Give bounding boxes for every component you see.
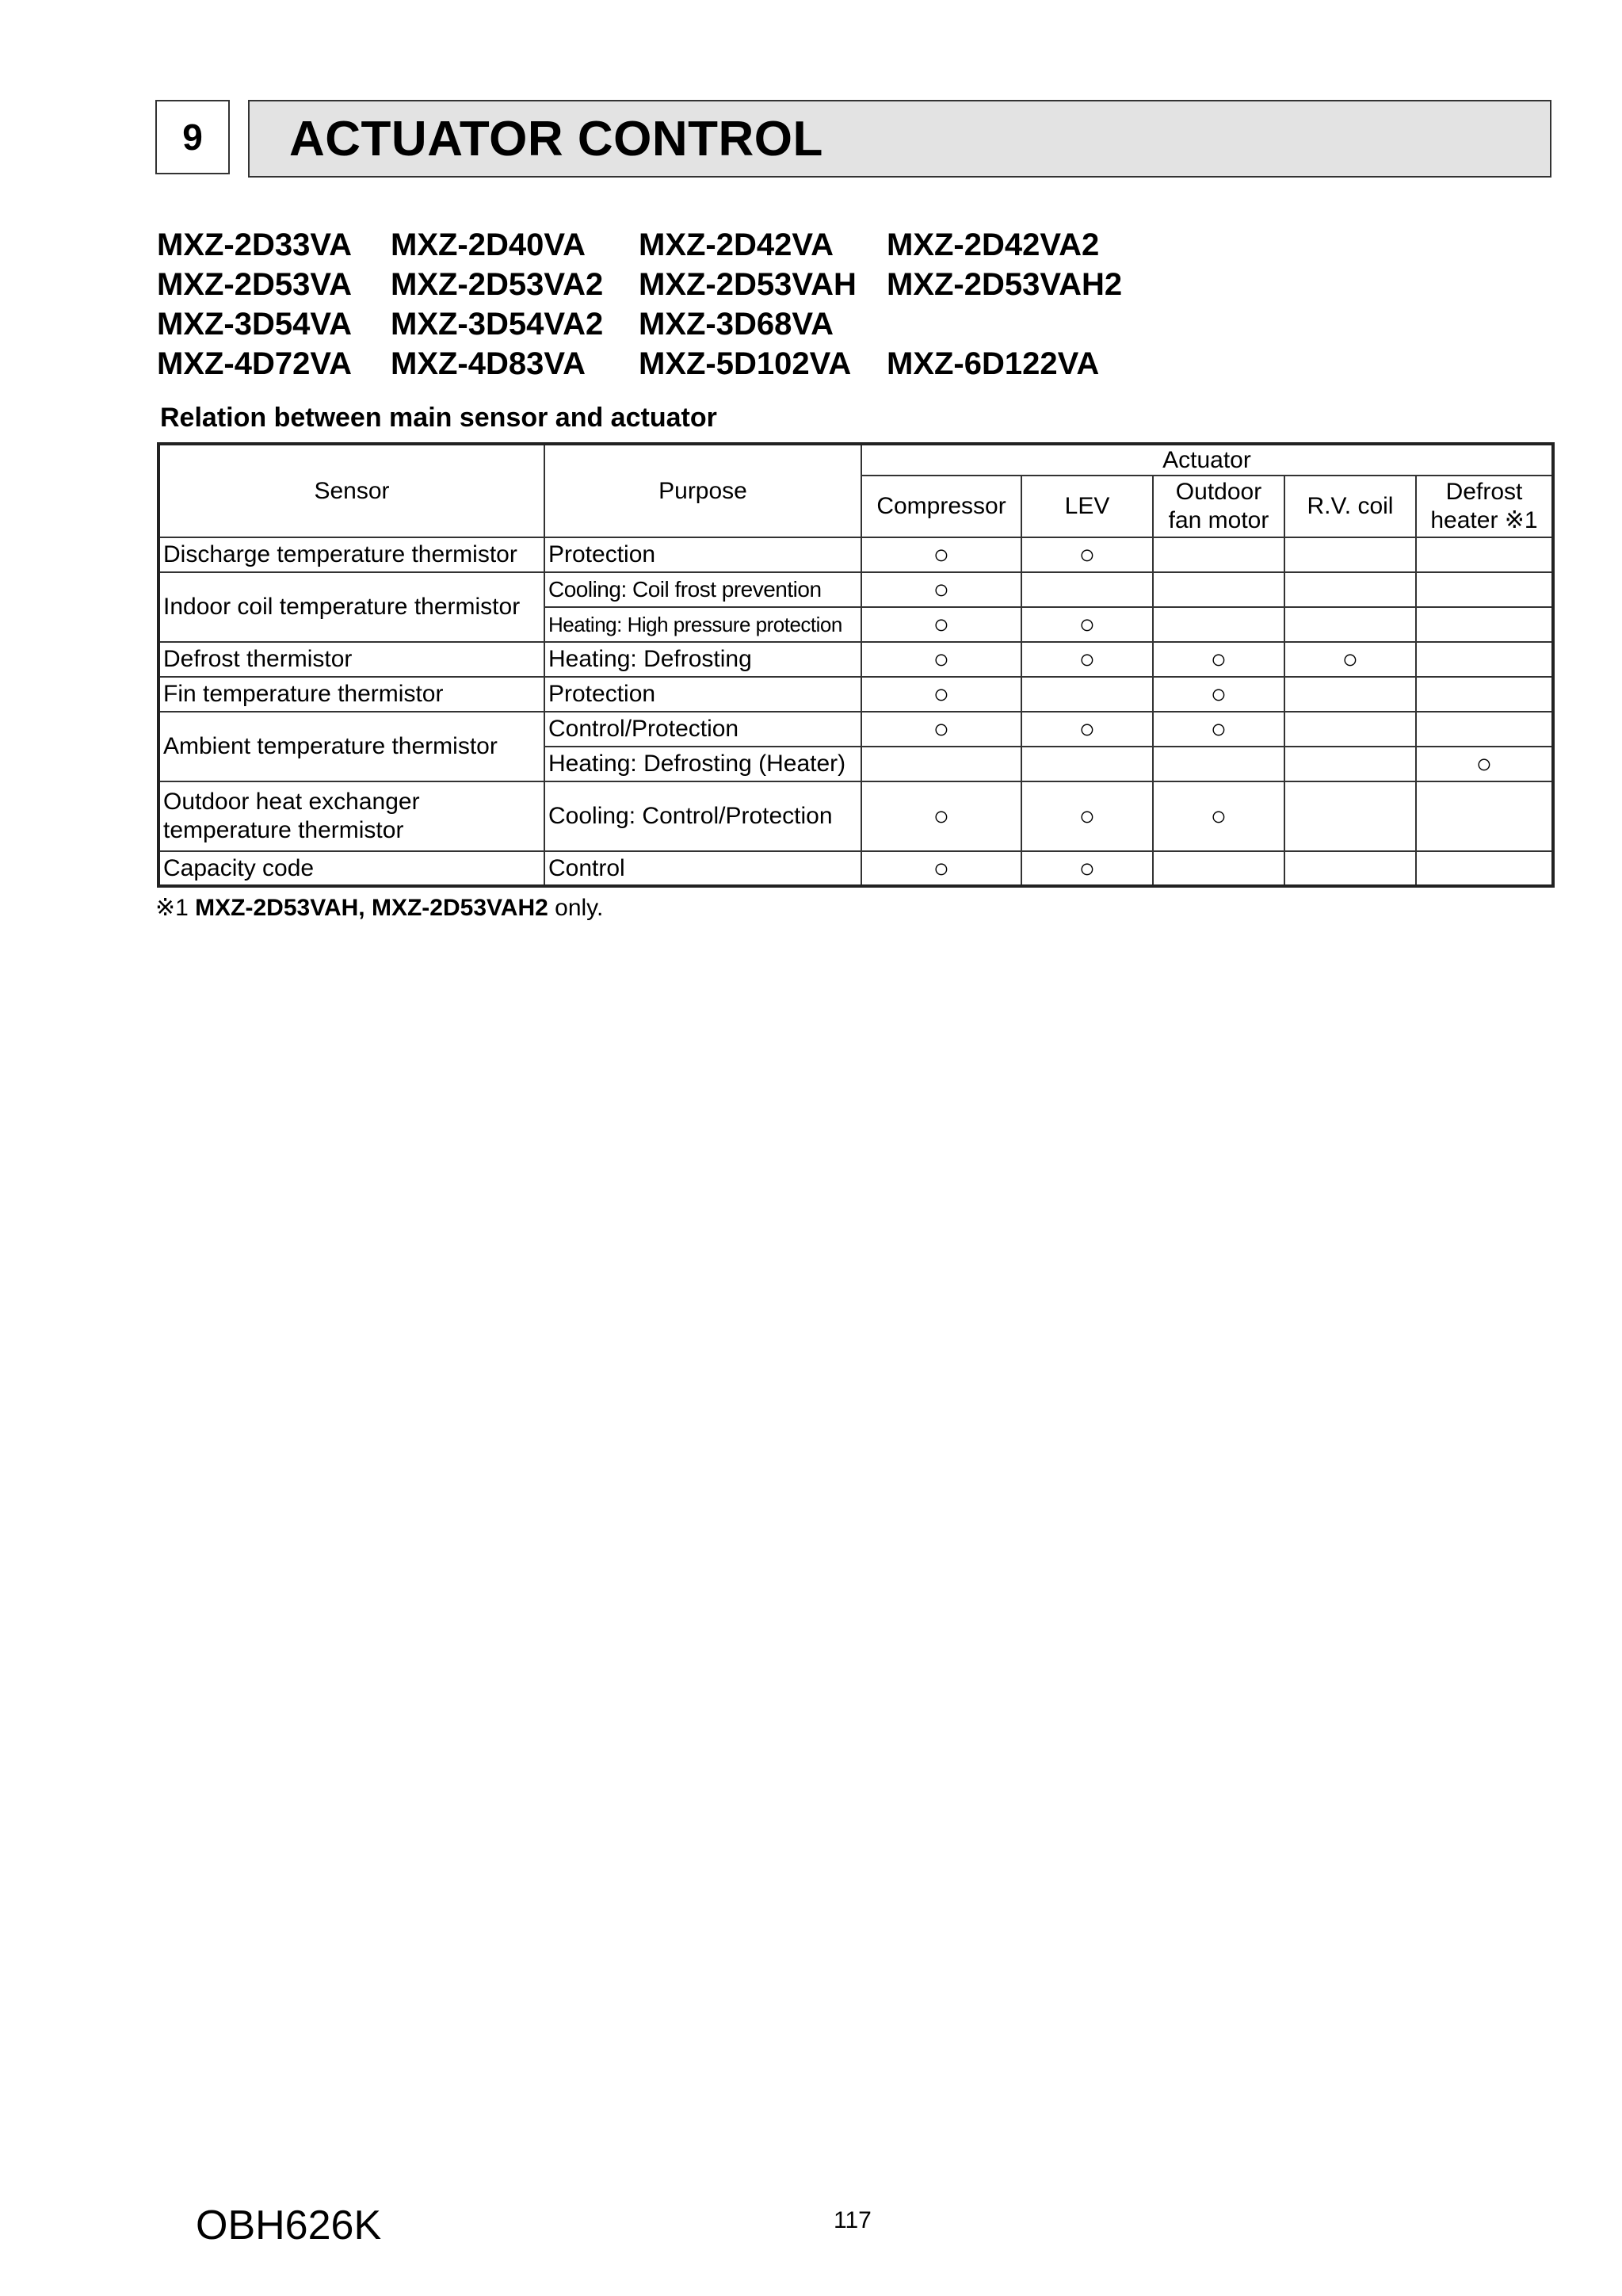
mark-circle: ○ [1416, 747, 1553, 781]
mark-circle: ○ [861, 712, 1021, 747]
model-name: MXZ-5D102VA [639, 346, 852, 381]
table-row [158, 572, 1553, 607]
model-name: MXZ-2D53VAH2 [887, 267, 1123, 302]
mark-circle: ○ [861, 677, 1021, 712]
table-row [158, 712, 1553, 747]
empty-cell [1284, 712, 1416, 747]
model-name: MXZ-3D68VA [639, 307, 834, 342]
empty-cell [1021, 747, 1153, 781]
mark-circle: ○ [1021, 537, 1153, 572]
empty-cell [1284, 781, 1416, 851]
mark-circle: ○ [861, 781, 1021, 851]
sensor-cell: Defrost thermistor [158, 642, 544, 677]
model-list [157, 225, 1148, 384]
model-name: MXZ-3D54VA [157, 307, 352, 342]
mark-circle: ○ [861, 642, 1021, 677]
model-row [157, 225, 1148, 265]
section-number: 9 [155, 100, 230, 174]
header-outdoor-fan-line2: fan motor [1168, 507, 1269, 533]
empty-cell [1416, 607, 1553, 642]
empty-cell [1153, 607, 1284, 642]
purpose-cell: Heating: High pressure protection [544, 607, 861, 642]
purpose-cell: Protection [544, 537, 861, 572]
table-row [158, 677, 1553, 712]
table-caption: Relation between main sensor and actuator [160, 403, 717, 433]
model-name: MXZ-4D83VA [391, 346, 586, 381]
model-name: MXZ-2D40VA [391, 227, 586, 262]
table-row [158, 642, 1553, 677]
purpose-cell: Control [544, 851, 861, 886]
empty-cell [1416, 642, 1553, 677]
mark-circle: ○ [1153, 712, 1284, 747]
section-title [248, 100, 1551, 178]
empty-cell [1416, 781, 1553, 851]
header-defrost-heater [1416, 476, 1553, 537]
footnote-mark: ※1 [155, 895, 196, 921]
empty-cell [1416, 537, 1553, 572]
empty-cell [1416, 677, 1553, 712]
mark-circle: ○ [861, 537, 1021, 572]
table-row [158, 781, 1553, 851]
empty-cell [1284, 851, 1416, 886]
page-number: 117 [834, 2207, 872, 2233]
sensor-cell: Fin temperature thermistor [158, 677, 544, 712]
header-purpose: Purpose [544, 444, 861, 537]
empty-cell [1153, 572, 1284, 607]
document-code: OBH626K [196, 2202, 382, 2248]
header-defrost-line2: heater ※1 [1430, 507, 1538, 533]
sensor-cell [158, 781, 544, 851]
header-outdoor-fan-motor [1153, 476, 1284, 537]
empty-cell [1021, 677, 1153, 712]
model-name: MXZ-2D53VA [157, 267, 352, 302]
mark-circle: ○ [861, 851, 1021, 886]
model-name: MXZ-4D72VA [157, 346, 352, 381]
footnote-models: MXZ-2D53VAH, MXZ-2D53VAH2 [195, 895, 548, 921]
mark-circle: ○ [1153, 677, 1284, 712]
empty-cell [1284, 607, 1416, 642]
sensor-cell: Discharge temperature thermistor [158, 537, 544, 572]
empty-cell [1416, 851, 1553, 886]
header-sensor: Sensor [158, 444, 544, 537]
mark-circle: ○ [1021, 781, 1153, 851]
empty-cell [1284, 572, 1416, 607]
model-name [887, 304, 1148, 344]
model-name: MXZ-3D54VA2 [391, 307, 604, 342]
empty-cell [1284, 747, 1416, 781]
header-compressor: Compressor [861, 476, 1021, 537]
empty-cell [1153, 537, 1284, 572]
table-row [158, 537, 1553, 572]
footnote-suffix: only. [548, 895, 604, 921]
empty-cell [1284, 537, 1416, 572]
header-defrost-line1: Defrost [1445, 479, 1523, 505]
model-name: MXZ-6D122VA [887, 346, 1100, 381]
mark-circle: ○ [1153, 642, 1284, 677]
empty-cell [1153, 747, 1284, 781]
empty-cell [1284, 677, 1416, 712]
empty-cell [1153, 851, 1284, 886]
mark-circle: ○ [1284, 642, 1416, 677]
mark-circle: ○ [1021, 712, 1153, 747]
model-row [157, 304, 1148, 344]
model-name: MXZ-2D33VA [157, 227, 352, 262]
model-row [157, 344, 1148, 384]
model-name: MXZ-2D42VA [639, 227, 834, 262]
sensor-actuator-table [157, 442, 1555, 888]
empty-cell [1416, 712, 1553, 747]
table-row [158, 851, 1553, 886]
model-name: MXZ-2D53VAH [639, 267, 857, 302]
header-rv-coil: R.V. coil [1284, 476, 1416, 537]
model-name: MXZ-2D53VA2 [391, 267, 604, 302]
mark-circle: ○ [861, 607, 1021, 642]
header-outdoor-fan-line1: Outdoor [1175, 479, 1262, 505]
header-lev: LEV [1021, 476, 1153, 537]
empty-cell [861, 747, 1021, 781]
header-row [158, 444, 1553, 476]
sensor-cell: Capacity code [158, 851, 544, 886]
mark-circle: ○ [1021, 851, 1153, 886]
purpose-cell: Cooling: Control/Protection [544, 781, 861, 851]
empty-cell [1021, 572, 1153, 607]
sensor-cell: Ambient temperature thermistor [158, 712, 544, 781]
sensor-line2: temperature thermistor [163, 817, 404, 843]
purpose-cell: Cooling: Coil frost prevention [544, 572, 861, 607]
mark-circle: ○ [1153, 781, 1284, 851]
mark-circle: ○ [1021, 642, 1153, 677]
purpose-cell: Heating: Defrosting (Heater) [544, 747, 861, 781]
purpose-cell: Heating: Defrosting [544, 642, 861, 677]
empty-cell [1416, 572, 1553, 607]
model-name: MXZ-2D42VA2 [887, 227, 1100, 262]
model-row [157, 265, 1148, 304]
section-title-text: ACTUATOR CONTROL [289, 111, 823, 166]
sensor-cell: Indoor coil temperature thermistor [158, 572, 544, 642]
mark-circle: ○ [1021, 607, 1153, 642]
purpose-cell: Control/Protection [544, 712, 861, 747]
sensor-line1: Outdoor heat exchanger [163, 789, 420, 815]
header-actuator: Actuator [861, 444, 1553, 476]
purpose-cell: Protection [544, 677, 861, 712]
footnote [155, 894, 603, 922]
mark-circle: ○ [861, 572, 1021, 607]
